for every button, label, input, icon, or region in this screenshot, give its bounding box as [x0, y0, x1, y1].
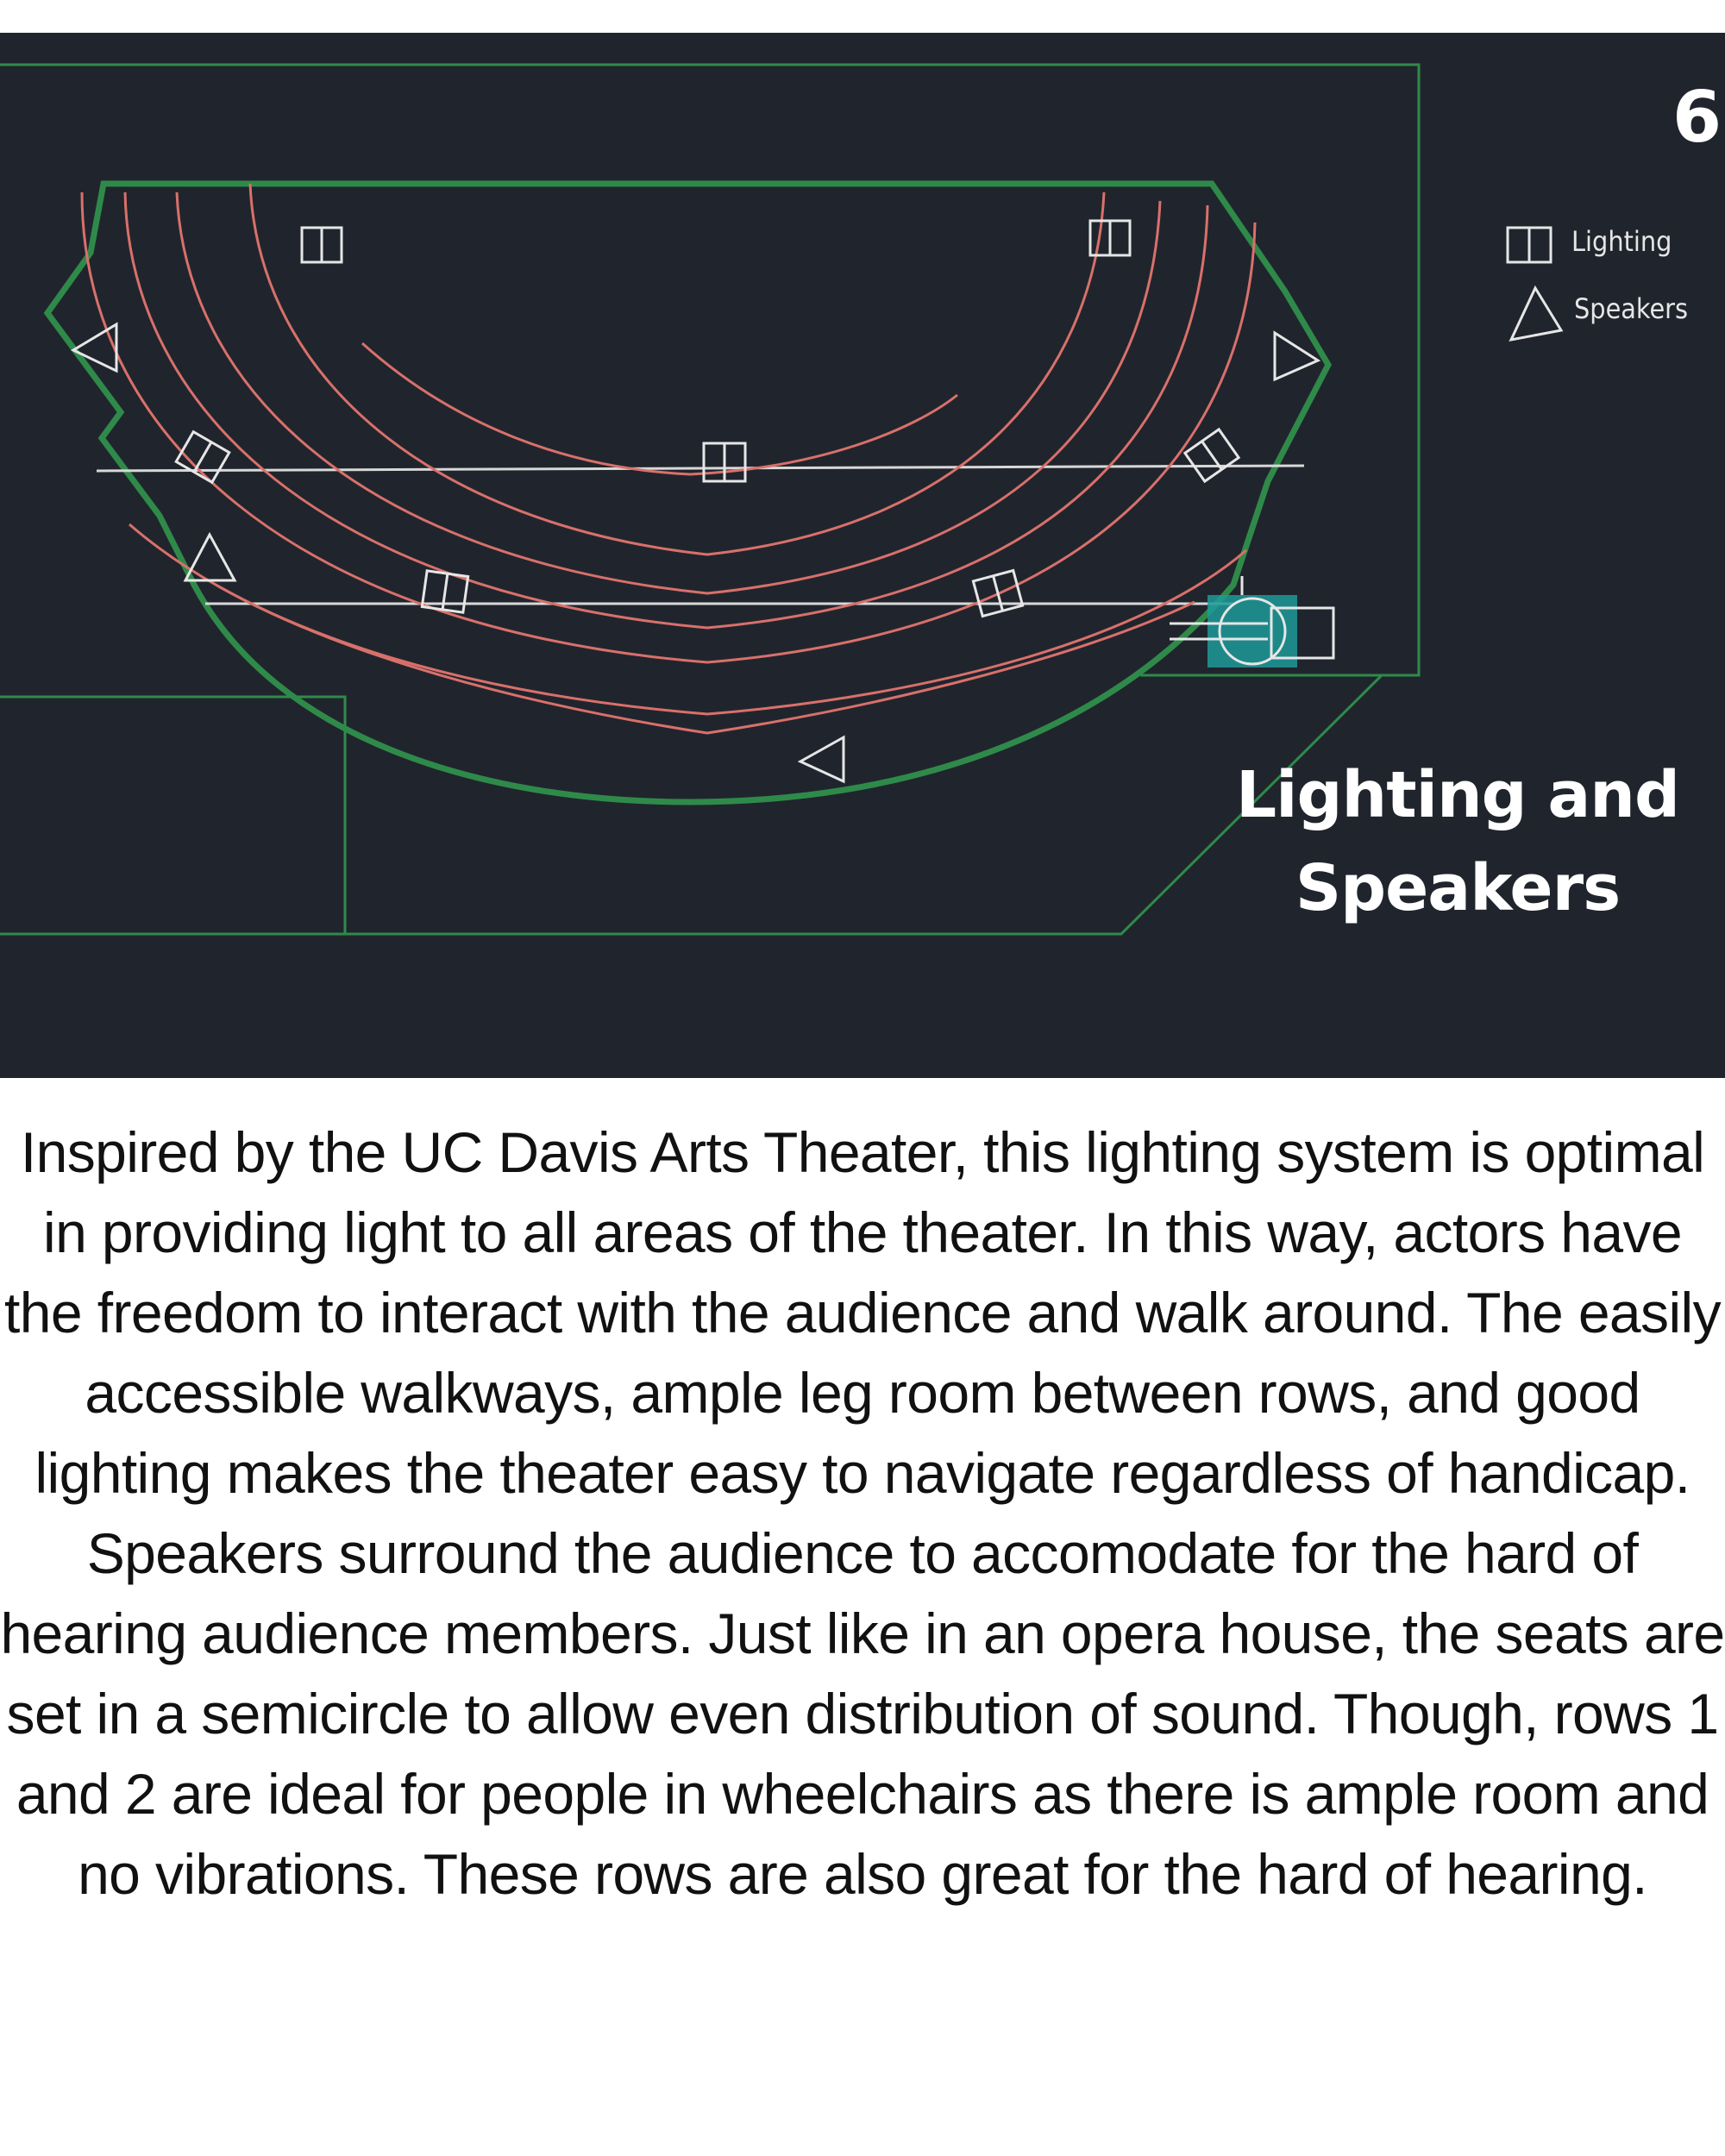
- cad-floor-plan-panel: [0, 33, 1725, 1078]
- panel-title-line-2: Speakers: [1295, 851, 1621, 925]
- description-paragraph: Inspired by the UC Davis Arts Theater, this lighting system is optimal in providing light to all areas of the theater. In this way, actors have the freedom to interact with the audience and walk around. The easily accessible walkways, ample leg room between rows, and good lighting makes the theater easy to navigate regardless of handicap. Speakers surround the audience to accomodate for the hard of hearing audience members. Just like in an opera house, the seats are set in a semicircle to allow even distribution of sound. Though, rows 1 and 2 are ideal for people in wheelchairs as there is ample room and no vibrations. These rows are also great for the hard of hearing.: [0, 1120, 1725, 1906]
- lighting-fixture-icon: [704, 443, 745, 481]
- speaker-triangle-icon: [73, 324, 116, 371]
- lighting-fixture-icon: [973, 571, 1022, 617]
- lighting-fixture-icon: [1185, 429, 1239, 481]
- equipment-unit: [1170, 576, 1333, 667]
- page-number: 6: [1672, 77, 1722, 159]
- legend-label-lighting: Lighting: [1571, 225, 1672, 258]
- speaker-triangle-icon: [1511, 288, 1561, 340]
- panel-title: [1225, 749, 1690, 935]
- legend-label-speakers: Speakers: [1574, 292, 1688, 325]
- lighting-fixture-icon: [1508, 228, 1551, 262]
- speaker-triangle-icon: [185, 535, 235, 580]
- panel-title-line-1: Lighting and: [1236, 758, 1679, 832]
- seating-boundary: [47, 184, 1328, 802]
- seating-rows: [82, 184, 1255, 733]
- lighting-fixtures: [176, 221, 1239, 616]
- lighting-fixture-icon: [302, 228, 342, 262]
- legend-symbols: [1508, 228, 1561, 340]
- speaker-triangle-icon: [800, 737, 844, 781]
